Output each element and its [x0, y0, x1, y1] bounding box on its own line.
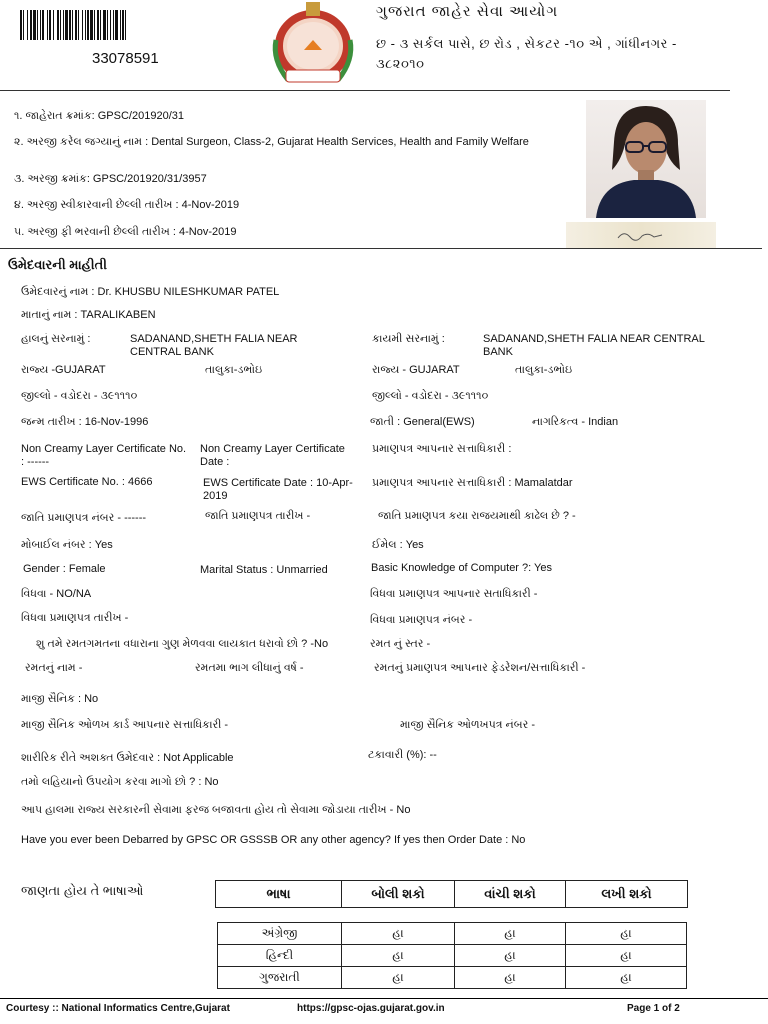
table-row: [218, 945, 687, 967]
email: ઈમેલ : Yes: [372, 539, 424, 551]
taluka-current: તાલુકા-ડભોઇ: [205, 364, 263, 376]
sports-level: રમત નું સ્તર -: [370, 638, 431, 650]
registration-number: 33078591: [92, 50, 159, 67]
header-read: વાંચી શકો: [455, 881, 566, 908]
gender: Gender : Female: [23, 563, 106, 575]
widow-certificate-authority: વિધવા પ્રમાણપત્ર આપનાર સતાધિકારી -: [370, 588, 538, 600]
gpsc-emblem-logo: [266, 0, 360, 88]
footer-url[interactable]: https://gpsc-ojas.gujarat.gov.in: [297, 1003, 445, 1014]
caste-certificate-state: જાતિ પ્રમાણપત્ર કયા રાજયમાથી કાઢેલ છે ? -: [378, 510, 576, 522]
can-read: હા: [455, 967, 566, 989]
last-date-apply: ૪. અરજી સ્વીકારવાની છેલ્લી તારીખ : 4-Nov-2019: [14, 199, 240, 211]
footer-divider: [0, 998, 768, 999]
ews-certificate-number: EWS Certificate No. : 4666: [21, 476, 153, 488]
computer-knowledge: Basic Knowledge of Computer ?: Yes: [371, 562, 553, 574]
ex-serviceman: માજી સૈનિક : No: [21, 693, 99, 705]
state-current: રાજ્ય -GUJARAT: [21, 364, 106, 376]
date-of-birth: જન્મ તારીખ : 16-Nov-1996: [21, 416, 149, 428]
barcode: [20, 10, 238, 40]
ews-authority: પ્રમાણપત્ર આપનાર સત્તાધિકારી : Mamalatdar: [372, 477, 573, 489]
can-write: હા: [566, 923, 687, 945]
state-permanent: રાજ્ય - GUJARAT: [372, 364, 460, 376]
candidate-photo: [586, 100, 706, 218]
can-write: હા: [566, 967, 687, 989]
org-title: ગુજરાત જાહેર સેવા આયોગ: [376, 3, 559, 20]
caste: જાતી : General(EWS): [370, 416, 475, 428]
language-name: ગુજરાતી: [218, 967, 342, 989]
caste-certificate-date: જાતિ પ્રમાણપત્ર તારીખ -: [205, 510, 311, 522]
section-divider: [0, 248, 762, 249]
sport-year: રમતમા ભાગ લીધાનું વર્ષ -: [195, 662, 304, 674]
sports-question: શુ તમે રમતગમતના વધારાના ગુણ મેળવવા લાયકાત ધરાવો છો ? -No: [36, 638, 329, 650]
sport-certificate-authority: રમતનું પ્રમાણપત્ર આપનાર ફેડરેશન/સત્તાધિકારી -: [374, 662, 586, 674]
ncl-certificate-date: Non Creamy Layer Certificate Date :: [200, 443, 345, 468]
can-speak: હા: [342, 945, 455, 967]
govt-service-join-date: આપ હાલમા રાજ્ય સરકારની સેવામા ફરજ બજાવતા હોય તો સેવામા જોડાયા તારીખ - No: [21, 804, 411, 816]
language-name: અંગ્રેજી: [218, 923, 342, 945]
current-address-value: SADANAND,SHETH FALIA NEAR CENTRAL BANK: [130, 333, 298, 358]
ex-serviceman-card-authority: માજી સૈનિક ઓળખ કાર્ડ આપનાર સત્તાધિકારી -: [21, 719, 229, 731]
header-speak: બોલી શકો: [342, 881, 455, 908]
advt-number: ૧. જાહેરાત ક્રમાંક: GPSC/201920/31: [14, 110, 184, 122]
can-speak: હા: [342, 967, 455, 989]
candidate-name: ઉમેદવારનું નામ : Dr. KHUSBU NILESHKUMAR PATEL: [21, 286, 280, 298]
can-speak: હા: [342, 923, 455, 945]
permanent-address-label: કાયમી સરનામું :: [372, 333, 445, 345]
languages-table: [217, 922, 687, 989]
language-name: હિન્દી: [218, 945, 342, 967]
can-read: હા: [455, 945, 566, 967]
can-read: હા: [455, 923, 566, 945]
can-write: હા: [566, 945, 687, 967]
mother-name: માતાનું નામ : TARALIKABEN: [21, 309, 156, 321]
candidate-signature: [566, 222, 716, 248]
district-current: જીલ્લો - વડોદરા - ૩૯૧૧૧૦: [21, 390, 138, 402]
table-row: [218, 967, 687, 989]
scribe-required: તમો લહિયાનો ઉપયોગ કરવા માગો છો ? : No: [21, 776, 219, 788]
section-title: ઉમેદવારની માહીતી: [8, 257, 107, 272]
application-number: ૩. અરજી ક્રમાંક: GPSC/201920/31/3957: [14, 173, 207, 185]
widow-status: વિધવા - NO/NA: [21, 588, 92, 600]
org-address: છ - ૩ સર્કલ પાસે, છ રોડ , સેકટર -૧૦ એ , ગાંધીનગર - ૩૮૨૦૧૦: [376, 36, 677, 71]
debarred-question: Have you ever been Debarred by GPSC OR GSSSB OR any other agency? If yes then Order Date : No: [21, 834, 526, 846]
footer-courtesy: Courtesy :: National Informatics Centre,Gujarat: [6, 1003, 230, 1014]
ncl-certificate-number: Non Creamy Layer Certificate No. : ------: [21, 443, 187, 468]
header-write: લખી શકો: [566, 881, 688, 908]
caste-certificate-number: જાતિ પ્રમાણપત્ર નંબર - ------: [21, 512, 147, 524]
nationality: નાગરિકત્વ - Indian: [532, 416, 619, 428]
current-address-label: હાલનું સરનામું :: [21, 333, 91, 345]
widow-certificate-number: વિધવા પ્રમાણપત્ર નંબર -: [370, 614, 473, 626]
footer-page-number: Page 1 of 2: [627, 1003, 680, 1014]
widow-certificate-date: વિધવા પ્રમાણપત્ર તારીખ -: [21, 612, 129, 624]
disability: શારીરિક રીતે અશક્ત ઉમેદવાર : Not Applicable: [21, 752, 234, 764]
permanent-address-value: SADANAND,SHETH FALIA NEAR CENTRAL BANK: [483, 333, 705, 358]
taluka-permanent: તાલુકા-ડભોઇ: [515, 364, 573, 376]
languages-header-table: [215, 880, 688, 908]
mobile: મોબાઈલ નંબર : Yes: [21, 539, 113, 551]
ex-serviceman-card-number: માજી સૈનિક ઓળખપત્ર નંબર -: [400, 719, 535, 731]
header-divider: [0, 90, 730, 91]
last-date-fee: ૫. અરજી ફી ભરવાની છેલ્લી તારીખ : 4-Nov-2019: [14, 226, 237, 238]
district-permanent: જીલ્લો - વડોદરા - ૩૯૧૧૧૦: [372, 390, 489, 402]
post-name: ૨. અરજી કરેલ જગ્યાનું નામ : Dental Surgeon, Class-2, Gujarat Health Services, Health and Family Welfare: [14, 136, 529, 148]
ncl-authority: પ્રમાણપત્ર આપનાર સત્તાધિકારી :: [372, 443, 512, 455]
header-language: ભાષા: [216, 881, 342, 908]
sport-name: રમતનું નામ -: [25, 662, 83, 674]
languages-label: જાણતા હોય તે ભાષાઓ: [21, 883, 144, 898]
ews-certificate-date: EWS Certificate Date : 10-Apr-2019: [203, 477, 353, 502]
disability-percentage: ટકાવારી (%): --: [368, 749, 437, 761]
marital-status: Marital Status : Unmarried: [200, 564, 328, 576]
table-row: [218, 923, 687, 945]
